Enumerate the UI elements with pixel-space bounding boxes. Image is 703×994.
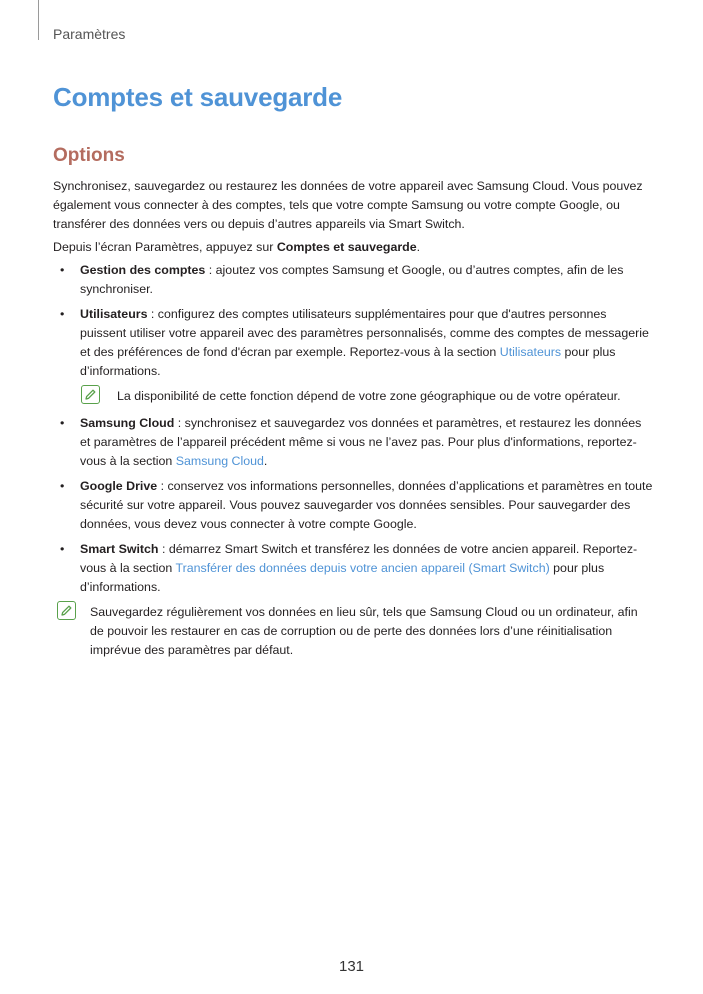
list-item-google-drive <box>53 477 653 534</box>
item-term: Smart Switch <box>80 542 159 556</box>
list-item-accounts <box>53 261 653 299</box>
bullet-icon: • <box>60 416 65 430</box>
list-item-users <box>53 305 653 381</box>
item-term: Utilisateurs <box>80 307 148 321</box>
instruction-prefix: Depuis l’écran Paramètres, appuyez sur <box>53 240 277 254</box>
link-smart-switch[interactable]: Transférer des données depuis votre ancien appareil (Smart Switch) <box>175 561 550 575</box>
item-text-after: pour plus d’informations. <box>80 561 605 594</box>
bullet-icon: • <box>60 479 65 493</box>
note-pencil-icon <box>81 385 100 404</box>
instruction-menu-path: Comptes et sauvegarde <box>276 240 417 254</box>
item-text: : démarrez Smart Switch et transférez les données de votre ancien appareil. Reportez-vous à la section <box>80 542 638 575</box>
note-pencil-icon <box>57 601 76 620</box>
link-users[interactable]: Utilisateurs <box>499 345 562 359</box>
page-number: 131 <box>338 958 365 975</box>
list-item-smart-switch <box>53 540 653 597</box>
item-text-after: pour plus d’informations. <box>80 345 616 378</box>
page-title: Comptes et sauvegarde <box>53 82 343 112</box>
options-list-continued <box>53 414 653 597</box>
instruction-suffix: . <box>416 240 421 254</box>
note-text: Sauvegardez régulièrement vos données en lieu sûr, tels que Samsung Cloud ou un ordinateur, afin de pouvoir les restaurer en cas de corruption ou de perte des données lors d’une réinitialisation imprévue des paramètres par défaut. <box>90 605 638 657</box>
note-backup <box>53 603 653 660</box>
item-text: : synchronisez et sauvegardez vos données et paramètres, et restaurez les données et paramètres de l’appareil précédent même si vous ne l’avez pas. Pour plus d'informations, reportez-vous à la section <box>80 416 642 468</box>
item-term: Gestion des comptes <box>80 263 206 277</box>
instruction-paragraph <box>53 238 653 257</box>
options-list <box>53 261 653 381</box>
content <box>53 177 653 668</box>
header-rule <box>38 0 39 40</box>
item-text-after: . <box>263 454 268 468</box>
note-text: La disponibilité de cette fonction dépend de votre zone géographique ou de votre opérateur. <box>117 389 621 403</box>
bullet-icon: • <box>60 542 65 556</box>
link-samsung-cloud[interactable]: Samsung Cloud <box>175 454 264 468</box>
section-subtitle: Options <box>53 145 125 166</box>
bullet-icon: • <box>60 307 65 321</box>
bullet-icon: • <box>60 263 65 277</box>
list-item-samsung-cloud <box>53 414 653 471</box>
item-text: : conservez vos informations personnelles, données d’applications et paramètres en toute sécurité sur votre appareil. Vous pouvez sauvegarder vos données sensibles. Pour sauvegarder des données, vous devez vous connecter à votre compte Google. <box>80 479 653 531</box>
intro-paragraph: Synchronisez, sauvegardez ou restaurez les données de votre appareil avec Samsung Cloud. Vous pouvez également vous connecter à des comptes, tels que votre compte Samsung ou votre compte Google, ou transférer des données vers ou depuis d’autres appareils via Smart Switch. <box>53 179 643 231</box>
item-term: Samsung Cloud <box>80 416 175 430</box>
item-text: : ajoutez vos comptes Samsung et Google, ou d’autres comptes, afin de les synchroniser. <box>80 263 624 296</box>
item-text: : configurez des comptes utilisateurs supplémentaires pour que d'autres personnes puissent utiliser votre appareil avec des paramètres personnalisés, comme des comptes de messagerie et des préférences de fond d'écran par exemple. Reportez-vous à la section <box>80 307 649 359</box>
item-term: Google Drive <box>80 479 158 493</box>
section-label: Paramètres <box>53 26 126 42</box>
note-availability <box>53 387 653 406</box>
